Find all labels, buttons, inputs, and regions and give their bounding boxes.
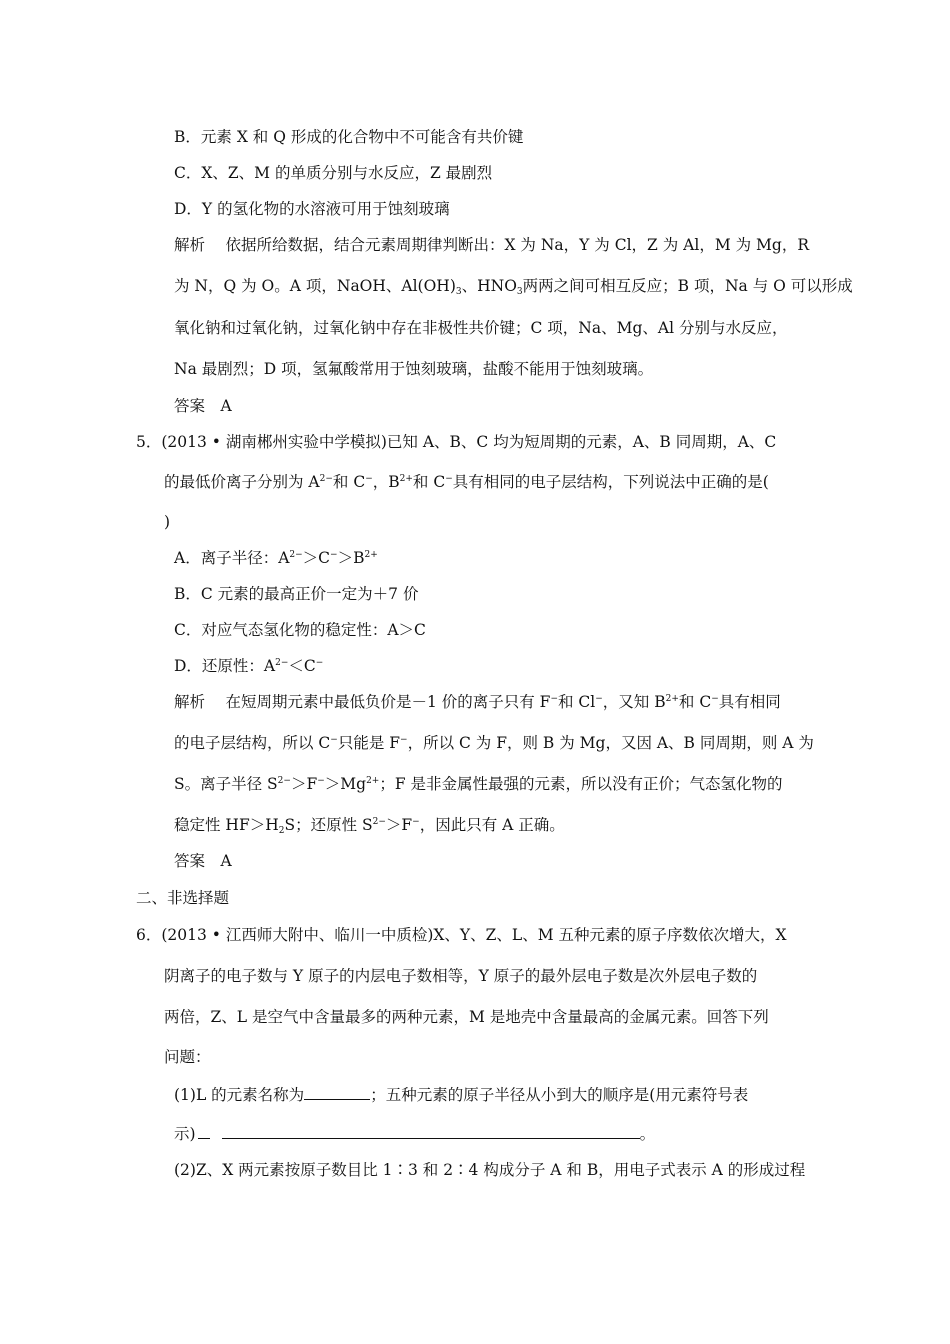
q5-analysis-line-3: S。离子半径 $S^{2-}>F^->Mg^{2+}$；F 是非金属性最强的元素，所以没有正价；气态氢化物的 xyxy=(174,775,783,793)
q5-option-b: B．C 元素的最高正价一定为＋7 价 xyxy=(174,585,419,603)
q4-option-d: D．Y 的氢化物的水溶液可用于蚀刻玻璃 xyxy=(174,200,450,218)
q4-analysis-line-2: 为 N，Q 为 O。A 项，NaOH、$Al(OH)_3$、$HNO_3$两两之间可相互反应；B 项，Na 与 O 可以形成 xyxy=(174,277,853,297)
q6-part-1-line-2: 示) 。 xyxy=(174,1125,656,1143)
q5-analysis-line-4: 稳定性 $HF>H_2S$；还原性 $S^{2-}>F^-$，因此只有 A 正确。 xyxy=(174,816,565,836)
q4-option-b: B．元素 X 和 Q 形成的化合物中不可能含有共价键 xyxy=(174,128,524,146)
q5-stem-line-2: 的最低价离子分别为 $A^{2-}$和 C−，$B^{2+}$和 C−具有相同的电子层结构，下列说法中正确的是( xyxy=(164,473,769,491)
q6-stem-line-1: 6．(2013 • 江西师大附中、临川一中质检)X、Y、Z、L、M 五种元素的原子序数依次增大，X xyxy=(136,926,787,944)
q5-answer: 答案 A xyxy=(174,852,232,870)
q6-stem-line-4: 问题： xyxy=(164,1048,211,1066)
q4-analysis-line-1: 解析 依据所给数据，结合元素周期律判断出：X 为 Na，Y 为 Cl，Z 为 Al，M 为 Mg，R xyxy=(174,236,810,254)
q5-option-a: A．离子半径：$A^{2-}>C^->B^{2+}$ xyxy=(174,549,378,567)
q6-stem-line-2: 阴离子的电子数与 Y 原子的内层电子数相等，Y 原子的最外层电子数是次外层电子数的 xyxy=(164,967,758,985)
q5-stem-line-1: 5．(2013 • 湖南郴州实验中学模拟)已知 A、B、C 均为短周期的元素，A、B 同周期，A、C xyxy=(136,433,777,451)
q4-analysis-line-3: 氧化钠和过氧化钠，过氧化钠中存在非极性共价键；C 项，Na、Mg、Al 分别与水反应， xyxy=(174,319,788,337)
q5-option-d: D．还原性：$A^{2-}<C^-$ xyxy=(174,657,324,675)
analysis-label: 解析 xyxy=(174,236,206,254)
q4-answer: 答案 A xyxy=(174,397,232,415)
section-heading: 二、非选择题 xyxy=(136,889,230,907)
q6-part-1-line-1: (1)L 的元素名称为 ；五种元素的原子半径从小到大的顺序是(用元素符号表 xyxy=(174,1086,749,1104)
q5-analysis-line-2: 的电子层结构，所以 C−只能是 F−，所以 C 为 F，则 B 为 Mg，又因 A、B 同周期，则 A 为 xyxy=(174,734,814,752)
answer-blank-radius-order-b[interactable] xyxy=(222,1124,640,1139)
answer-blank-radius-order-a[interactable] xyxy=(198,1124,210,1139)
analysis-label: 解析 xyxy=(174,693,206,711)
q6-stem-line-3: 两倍，Z、L 是空气中含量最多的两种元素，M 是地壳中含量最高的金属元素。回答下列 xyxy=(164,1008,769,1026)
q5-analysis-line-1: 解析 在短周期元素中最低负价是－1 价的离子只有 F−和 Cl−，又知 $B^{2+}$和 C−具有相同 xyxy=(174,693,781,711)
answer-blank-element-name[interactable] xyxy=(304,1085,370,1100)
q5-option-c: C．对应气态氢化物的稳定性：A＞C xyxy=(174,621,426,639)
q6-part-2: (2)Z、X 两元素按原子数目比 1∶3 和 2∶4 构成分子 A 和 B，用电子式表示 A 的形成过程 xyxy=(174,1161,806,1179)
q5-stem-line-3: ) xyxy=(164,513,171,531)
q4-option-c: C．X、Z、M 的单质分别与水反应，Z 最剧烈 xyxy=(174,164,493,182)
q4-analysis-line-4: Na 最剧烈；D 项，氢氟酸常用于蚀刻玻璃，盐酸不能用于蚀刻玻璃。 xyxy=(174,360,654,378)
